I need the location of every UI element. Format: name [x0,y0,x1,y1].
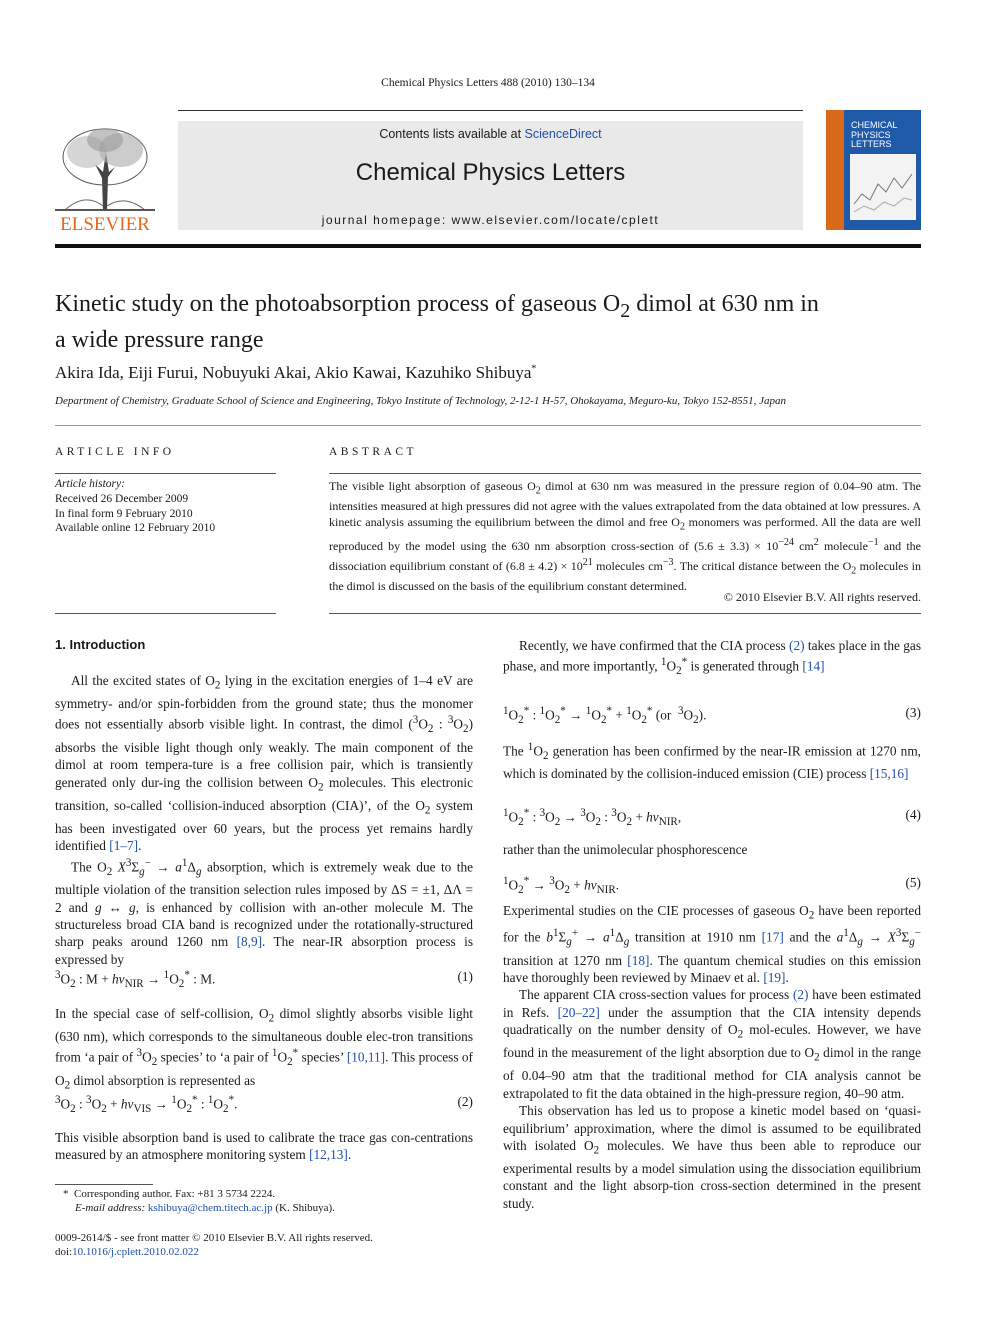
journal-cover [826,110,921,230]
email-suffix: (K. Shibuya). [272,1202,335,1214]
email-label: E-mail address: [75,1202,148,1214]
abstract-text: The visible light absorption of gaseous $O_2$ dimol at 630 nm was measured in the pressure region of 0.04–90 atm. The intensities measured at high pressures did not agree with the values extrapolated from the data obtained at low pressures. A kinetic analysis assuming the equilibrium between the dimol and free $O_2$ monomers was performed. All the data are well reproduced by the model using the 630 nm absorption cross-section of $(5.6 \pm 3.3) \times 10^{-24}$ $cm^2$ molecule$^{-1}$ and the dissociation equilibrium constant of $(6.8 \pm 4.2) \times 10^{21}$ molecules $cm^{-3}$. The critical distance between the $O_2$ molecules in the dimol is discussed on the basis of the equilibrium constant determined. [329,479,921,594]
footnote-mark: * [63,1188,69,1200]
article-info-rule-bottom [55,613,276,614]
author-mark[interactable]: * [531,363,537,375]
ref-link[interactable]: [10,11] [346,1049,386,1065]
cover-title-3: LETTERS [851,139,892,149]
cover-title [851,121,898,150]
sciencedirect-link[interactable]: ScienceDirect [524,127,602,141]
ref-link[interactable]: (2) [789,638,805,653]
title-part-2: dimol at 630 nm in [630,291,819,317]
equation-1: $^3O_2$ : $M + h\nu_{NIR} \to ^1O_2^*$ : M. [55,969,216,991]
cover-graphic [850,154,916,220]
doi-label: doi: [55,1246,73,1258]
title-part-1: Kinetic study on the photoabsorption process of gaseous O [55,291,621,317]
cover-title-1: CHEMICAL [851,120,898,130]
affiliation: Department of Chemistry, Graduate School of Science and Engineering, Tokyo Institute of Technology, 2-12-1 H-57, Ohokayama, Meguro-ku, Tokyo 152-8551, Japan [55,395,786,407]
equation-number-2: (2) [457,1094,473,1109]
article-info-heading: ARTICLE INFO [55,446,175,458]
ref-link[interactable]: [15,16] [869,766,909,782]
equation-number-3: (3) [905,705,921,720]
ref-link[interactable]: [20–22] [557,1004,600,1020]
equation-number-1: (1) [457,969,473,984]
authors: Akira Ida, Eiji Furui, Nobuyuki Akai, Akio Kawai, Kazuhiko Shibuya [55,363,532,382]
issn-line: 0009-2614/$ - see front matter © 2010 Elsevier B.V. All rights reserved. [55,1232,373,1244]
title-subscript: 2 [620,299,631,322]
equation-2: $^3O_2$ : $^3O_2 + h\nu_{VIS} \to ^1O_2^*$ : $^1O_2^*$. [55,1094,238,1116]
intro-paragraph-3: This visible absorption band is used to calibrate the trace gas con-centrations measured by an atmosphere monitoring system [12,13]. [55,1130,473,1163]
online-date: Available online 12 February 2010 [55,522,216,535]
intro-paragraph-4: Recently, we have confirmed that the CIA process (2) takes place in the gas phase, and more importantly, $^1O_2^*$ is generated through [14] [503,638,921,678]
contents-line [178,127,803,141]
article-title [55,290,921,355]
intro-paragraph-7: Experimental studies on the CIE processes of gaseous $O_2$ have been reported for the $b^1\Sigma_g^+ \to a^1\Delta_g$ transition at 1910 nm [17] and the $a^1\Delta_g \to X^3\Sigma_g^-$ transition at 1270 nm [18]. The quantum chemical studies on this emission have thoroughly been reviewed by Minaev et al. [19]. The apparent CIA cross-section values for process (2) have been estimated in Refs. [20–22] under the assumption that the CIA intensity depends quadratically on the number density of $O_2$ mol-ecules. However, we have found in the measurement of the light absorption due to $O_2$ dimol in the range of 0.04–90 atm that the traditional method for CIA analysis cannot be extrapolated to fit the data obtained in the high-pressure region, 40–90 atm. This observation has led us to propose a kinetic model based on ‘quasi-equilibrium’ approximation, where the dimol is assumed to be equilibrated with isolated $O_2$ molecules. We have thus been able to reproduce our experimental results by a model simulation using the dissociation equilibrium constant and the light absorp-tion cross-section determined in the present study. [503,903,921,1211]
title-line-2: a wide pressure range [55,326,264,353]
doi-link[interactable]: 10.1016/j.cplett.2010.02.022 [72,1246,199,1258]
ref-link[interactable]: [14] [802,658,825,674]
intro-paragraph-6: rather than the unimolecular phosphorescence [503,842,748,857]
intro-paragraph-1: All the excited states of $O_2$ lying in the excitation energies of 1–4 eV are symmetry- and/or spin-forbidden from the ground state; thus the monomer does not essentially absorb visible light. In contrast, the dimol ($^3O_2$ : $^3O_2$) absorbs the visible light though only weakly. The main component of the dimol at room tempera-ture is a free collision pair, which is transiently generated only dur-ing the collision between $O_2$ molecules. This electronic transition, so-called ‘collision-induced absorption (CIA)’, of the $O_2$ system has been investigated over 60 years, but the process yet remains hardly identified [1–7]. The $O_2$ $X^3\Sigma_g^- \to a^1\Delta_g$ absorption, which is extremely weak due to the multiple violation of the transition selection rules imposed by ΔS = ±1, ΔΛ = 2 and g ↔ g, is enhanced by collision with an-other molecule M. The structureless broad CIA band is recognized under the rotationally-structured sharp peaks around 1260 nm [8,9]. The near-IR absorption process is expressed by [55,673,474,967]
title-rule [55,425,921,426]
elsevier-wordmark: ELSEVIER [60,214,150,234]
abstract-heading: ABSTRACT [329,446,418,458]
equation-3: $^1O_2^*$ : $^1O_2^* \to ^1O_2^* + ^1O_2^*$ (or $^3O_2$). [503,705,707,727]
ref-link[interactable]: [12,13] [309,1147,348,1163]
cover-graph-icon [850,154,916,220]
journal-banner [178,121,803,230]
abstract-rule-bottom [329,613,921,614]
ref-link[interactable]: (2) [792,987,809,1003]
abstract-copyright: © 2010 Elsevier B.V. All rights reserved. [723,590,921,604]
ref-link[interactable]: [19] [763,969,786,985]
final-form-date: In final form 9 February 2010 [55,507,193,520]
footnote [63,1187,335,1215]
abstract-rule [329,473,921,474]
article-info-rule [55,473,276,474]
cover-stripe [826,110,844,230]
footnote-rule [55,1184,153,1185]
received-date: Received 26 December 2009 [55,492,189,505]
header-thick-rule [55,244,921,248]
journal-title: Chemical Physics Letters [355,159,626,186]
article-history [55,477,215,536]
legal-info [55,1231,373,1259]
intro-paragraph-5: The $^1O_2$ generation has been confirmed by the near-IR emission at 1270 nm, which is dominated by the collision-induced emission (CIE) process [15,16] [503,741,921,782]
intro-paragraph-2: In the special case of self-collision, $O_2$ dimol slightly absorbs visible light (630 nm), which corresponds to the simultaneous double elec-tron transitions from ‘a pair of $^3O_2$ species’ to ‘a pair of $^1O_2^*$ species’ [10,11]. This process of $O_2$ dimol absorption is represented as [55,1006,473,1092]
equation-number-5: (5) [905,875,921,890]
equation-5: $^1O_2^* \to ^3O_2 + h\nu_{NIR}$. [503,875,620,897]
equation-4: $^1O_2^*$ : $^3O_2 \to ^3O_2$ : $^3O_2 + h\nu_{NIR}$, [503,807,682,829]
elsevier-logo [55,122,155,234]
section-heading-introduction: 1. Introduction [55,637,146,652]
ref-link[interactable]: [1–7] [109,838,139,854]
ref-link[interactable]: [18] [627,952,650,968]
author-list [55,363,921,383]
header-rule [178,110,803,111]
journal-homepage[interactable]: journal homepage: www.elsevier.com/locate/cplett [321,213,660,227]
history-label: Article history: [55,478,125,490]
cover-title-2: PHYSICS [851,129,891,140]
equation-number-4: (4) [905,807,921,822]
journal-citation: Chemical Physics Letters 488 (2010) 130–134 [381,77,595,89]
contents-prefix: Contents lists available at [379,127,525,141]
elsevier-tree-icon [55,122,155,234]
corresponding-author: Corresponding author. Fax: +81 3 5734 2224. [74,1188,276,1200]
email-link[interactable]: kshibuya@chem.titech.ac.jp [147,1202,273,1214]
ref-link[interactable]: [8,9] [236,934,263,950]
ref-link[interactable]: [17] [761,929,784,945]
